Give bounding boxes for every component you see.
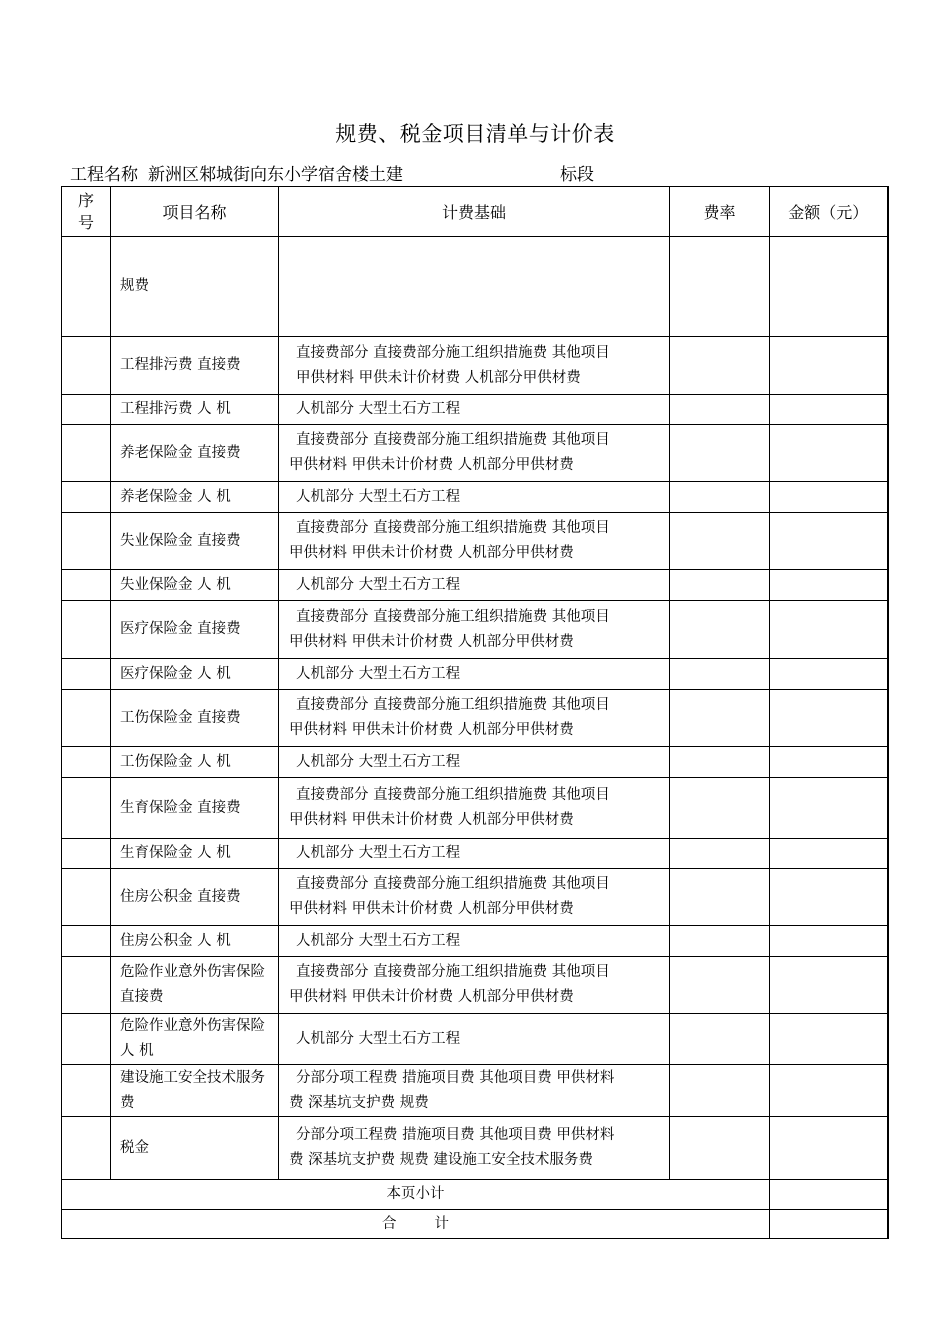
- basis-cell: [279, 1117, 670, 1180]
- header-name: 项目名称: [111, 187, 279, 237]
- rate-cell: [670, 570, 770, 601]
- header-seq-2: 号: [77, 212, 94, 232]
- amount-cell: [770, 1014, 888, 1065]
- seq-cell: [62, 839, 111, 869]
- basis-line-2: 甲供材料 甲供未计价材费 人机部分甲供材费: [289, 722, 574, 738]
- basis-line-2: 甲供材料 甲供未计价材费 人机部分甲供材费: [289, 633, 574, 650]
- basis-cell: 人机部分 大型土石方工程: [279, 747, 670, 778]
- basis-cell: 人机部分 大型土石方工程: [279, 1014, 670, 1065]
- fee-tax-table: [61, 186, 889, 1239]
- seq-cell: [62, 237, 111, 337]
- seq-cell: [62, 926, 111, 957]
- item-name-cell: 工程排污费 直接费: [111, 337, 279, 395]
- table-row: [62, 747, 888, 778]
- table-row: [62, 926, 888, 957]
- basis-line-1: 分部分项工程费 措施项目费 其他项目费 甲供材料: [296, 1069, 615, 1086]
- basis-line-1: 直接费部分 直接费部分施工组织措施费 其他项目: [296, 608, 610, 625]
- amount-cell: [770, 570, 888, 601]
- header-amount: 金额（元）: [770, 187, 888, 237]
- table-row: [62, 1065, 888, 1117]
- table-row: [62, 839, 888, 869]
- basis-cell: [279, 601, 670, 659]
- basis-cell: [279, 237, 670, 337]
- rate-cell: [670, 337, 770, 395]
- amount-cell: [770, 1065, 888, 1117]
- seq-cell: [62, 747, 111, 778]
- project-label: 工程名称: [70, 165, 138, 185]
- seq-cell: [62, 1065, 111, 1117]
- basis-line-2: 费 深基坑支护费 规费 建设施工安全技术服务费: [289, 1152, 593, 1168]
- basis-cell: 人机部分 大型土石方工程: [279, 482, 670, 513]
- header-seq-1: 序: [77, 190, 94, 210]
- total-label: [62, 1210, 770, 1239]
- seq-cell: [62, 395, 111, 425]
- amount-cell: [770, 659, 888, 690]
- rate-cell: [670, 869, 770, 926]
- amount-cell: [770, 395, 888, 425]
- basis-cell: [279, 513, 670, 570]
- basis-line-2: 甲供材料 甲供未计价材费 人机部分甲供材费: [289, 545, 574, 561]
- table-row: [62, 570, 888, 601]
- basis-cell: [279, 425, 670, 482]
- seq-cell: [62, 425, 111, 482]
- rate-cell: [670, 957, 770, 1014]
- rate-cell: [670, 926, 770, 957]
- rate-cell: [670, 1117, 770, 1180]
- basis-cell: 人机部分 大型土石方工程: [279, 395, 670, 425]
- basis-line-2: 甲供材料 甲供未计价材费 人机部分甲供材费: [289, 812, 574, 828]
- subtotal-label: 本页小计: [62, 1180, 770, 1210]
- item-name-cell: 住房公积金 人 机: [111, 926, 279, 957]
- total-label-2: 计: [434, 1215, 449, 1232]
- basis-line-1: 直接费部分 直接费部分施工组织措施费 其他项目: [296, 344, 610, 361]
- basis-line-2: 甲供材料 甲供未计价材费 人机部分甲供材费: [289, 901, 574, 917]
- basis-cell: 人机部分 大型土石方工程: [279, 659, 670, 690]
- seq-cell: [62, 513, 111, 570]
- item-name-cell: 失业保险金 人 机: [111, 570, 279, 601]
- basis-line-2: 甲供材料 甲供未计价材费 人机部分甲供材费: [296, 369, 581, 386]
- rate-cell: [670, 839, 770, 869]
- seq-cell: [62, 690, 111, 747]
- total-row: [62, 1210, 888, 1239]
- rate-cell: [670, 778, 770, 839]
- amount-cell: [770, 513, 888, 570]
- amount-cell: [770, 601, 888, 659]
- table-row: [62, 395, 888, 425]
- basis-line-1: 分部分项工程费 措施项目费 其他项目费 甲供材料: [296, 1127, 615, 1143]
- total-label-1: 合: [382, 1215, 397, 1232]
- basis-cell: [279, 778, 670, 839]
- rate-cell: [670, 1065, 770, 1117]
- section-label: 标段: [560, 165, 594, 185]
- table-row: [62, 1117, 888, 1180]
- rate-cell: [670, 513, 770, 570]
- rate-cell: [670, 690, 770, 747]
- table-row: [62, 690, 888, 747]
- seq-cell: [62, 570, 111, 601]
- table-row: [62, 482, 888, 513]
- basis-cell: 人机部分 大型土石方工程: [279, 839, 670, 869]
- basis-cell: [279, 337, 670, 395]
- amount-cell: [770, 869, 888, 926]
- item-name-cell: 工伤保险金 直接费: [111, 690, 279, 747]
- amount-cell: [770, 957, 888, 1014]
- basis-cell: 人机部分 大型土石方工程: [279, 570, 670, 601]
- table-row: [62, 1014, 888, 1065]
- basis-line-1: 直接费部分 直接费部分施工组织措施费 其他项目: [296, 876, 610, 892]
- item-name-cell: 建设施工安全技术服务费: [111, 1065, 279, 1117]
- item-name-cell: 工伤保险金 人 机: [111, 747, 279, 778]
- basis-cell: [279, 690, 670, 747]
- seq-cell: [62, 1014, 111, 1065]
- item-name-cell: 养老保险金 人 机: [111, 482, 279, 513]
- total-amount: [770, 1210, 888, 1239]
- header-row: [62, 187, 888, 237]
- amount-cell: [770, 482, 888, 513]
- item-name-cell: 工程排污费 人 机: [111, 395, 279, 425]
- item-name-cell: 危险作业意外伤害保险 人 机: [111, 1014, 279, 1065]
- amount-cell: [770, 839, 888, 869]
- basis-cell: [279, 869, 670, 926]
- item-name-cell: 规费: [111, 237, 279, 337]
- table-row: [62, 337, 888, 395]
- project-name-line: [70, 160, 403, 185]
- item-name-cell: 失业保险金 直接费: [111, 513, 279, 570]
- basis-line-1: 直接费部分 直接费部分施工组织措施费 其他项目: [296, 520, 610, 536]
- header-rate: 费率: [670, 187, 770, 237]
- item-name-cell: 生育保险金 直接费: [111, 778, 279, 839]
- basis-line-2: 甲供材料 甲供未计价材费 人机部分甲供材费: [289, 989, 574, 1005]
- basis-line-2: 甲供材料 甲供未计价材费 人机部分甲供材费: [289, 457, 574, 473]
- table-row: [62, 237, 888, 337]
- rate-cell: [670, 601, 770, 659]
- basis-line-1: 直接费部分 直接费部分施工组织措施费 其他项目: [296, 964, 610, 980]
- basis-line-1: 直接费部分 直接费部分施工组织措施费 其他项目: [296, 697, 610, 713]
- item-name-cell: 医疗保险金 人 机: [111, 659, 279, 690]
- rate-cell: [670, 659, 770, 690]
- basis-line-2: 费 深基坑支护费 规费: [289, 1094, 429, 1111]
- item-name-cell: 危险作业意外伤害保险 直接费: [111, 957, 279, 1014]
- table-row: [62, 778, 888, 839]
- project-value: 新洲区邾城街向东小学宿舍楼土建: [148, 165, 403, 185]
- rate-cell: [670, 237, 770, 337]
- table-row: [62, 957, 888, 1014]
- seq-cell: [62, 957, 111, 1014]
- seq-cell: [62, 601, 111, 659]
- table-row: [62, 869, 888, 926]
- item-name-cell: 医疗保险金 直接费: [111, 601, 279, 659]
- seq-cell: [62, 869, 111, 926]
- basis-cell: [279, 1065, 670, 1117]
- header-basis: 计费基础: [279, 187, 670, 237]
- amount-cell: [770, 926, 888, 957]
- rate-cell: [670, 1014, 770, 1065]
- amount-cell: [770, 237, 888, 337]
- basis-line-1: 直接费部分 直接费部分施工组织措施费 其他项目: [296, 787, 610, 803]
- seq-cell: [62, 337, 111, 395]
- amount-cell: [770, 747, 888, 778]
- seq-cell: [62, 1117, 111, 1180]
- basis-cell: 人机部分 大型土石方工程: [279, 926, 670, 957]
- amount-cell: [770, 337, 888, 395]
- page-title: 规费、税金项目清单与计价表: [335, 122, 615, 146]
- rate-cell: [670, 395, 770, 425]
- table-row: [62, 425, 888, 482]
- amount-cell: [770, 778, 888, 839]
- amount-cell: [770, 425, 888, 482]
- subtotal-row: [62, 1180, 888, 1210]
- item-name-cell: 养老保险金 直接费: [111, 425, 279, 482]
- basis-cell: [279, 957, 670, 1014]
- header-seq: [62, 187, 111, 237]
- seq-cell: [62, 482, 111, 513]
- basis-line-1: 直接费部分 直接费部分施工组织措施费 其他项目: [296, 432, 610, 448]
- table-row: [62, 601, 888, 659]
- rate-cell: [670, 425, 770, 482]
- item-name-cell: 住房公积金 直接费: [111, 869, 279, 926]
- table-row: [62, 513, 888, 570]
- amount-cell: [770, 1117, 888, 1180]
- rate-cell: [670, 482, 770, 513]
- amount-cell: [770, 690, 888, 747]
- rate-cell: [670, 747, 770, 778]
- table-row: [62, 659, 888, 690]
- subtotal-amount: [770, 1180, 888, 1210]
- seq-cell: [62, 778, 111, 839]
- seq-cell: [62, 659, 111, 690]
- item-name-cell: 生育保险金 人 机: [111, 839, 279, 869]
- item-name-cell: 税金: [111, 1117, 279, 1180]
